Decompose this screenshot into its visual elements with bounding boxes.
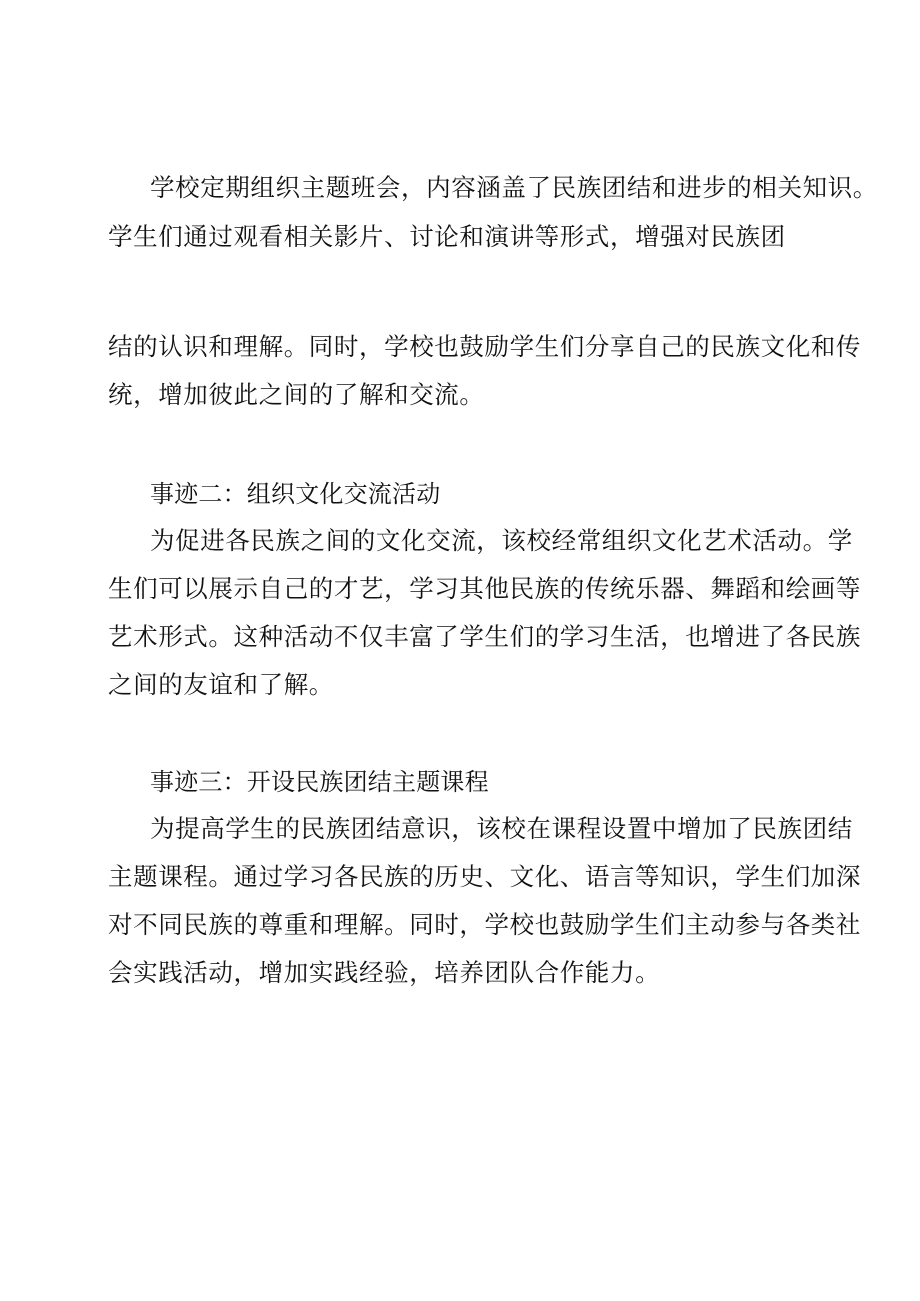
- section-3-line-4: 会实践活动，增加实践经验，培养团队合作能力。: [108, 958, 661, 987]
- section-2-line-3: 艺术形式。这种活动不仅丰富了学生们的学习生活，也增进了各民族: [108, 622, 861, 651]
- paragraph-1-line-1: 学校定期组织主题班会，内容涵盖了民族团结和进步的相关知识。: [150, 173, 878, 202]
- section-2-line-1: 为促进各民族之间的文化交流，该校经常组织文化艺术活动。学: [150, 526, 853, 555]
- section-2-line-4: 之间的友谊和了解。: [108, 670, 334, 699]
- section-3-line-3: 对不同民族的尊重和理解。同时，学校也鼓励学生们主动参与各类社: [108, 910, 861, 939]
- paragraph-1-line-4: 统，增加彼此之间的了解和交流。: [108, 380, 485, 409]
- section-2-line-2: 生们可以展示自己的才艺，学习其他民族的传统乐器、舞蹈和绘画等: [108, 574, 861, 603]
- section-2-heading: 事迹二：组织文化交流活动: [150, 480, 441, 508]
- paragraph-1-line-2: 学生们通过观看相关影片、讨论和演讲等形式，增强对民族团: [108, 222, 786, 251]
- section-3-line-1: 为提高学生的民族团结意识，该校在课程设置中增加了民族团结: [150, 814, 853, 843]
- paragraph-1-line-3: 结的认识和理解。同时，学校也鼓励学生们分享自己的民族文化和传: [108, 332, 861, 361]
- section-3-heading: 事迹三：开设民族团结主题课程: [150, 768, 489, 796]
- section-3-line-2: 主题课程。通过学习各民族的历史、文化、语言等知识，学生们加深: [108, 862, 861, 891]
